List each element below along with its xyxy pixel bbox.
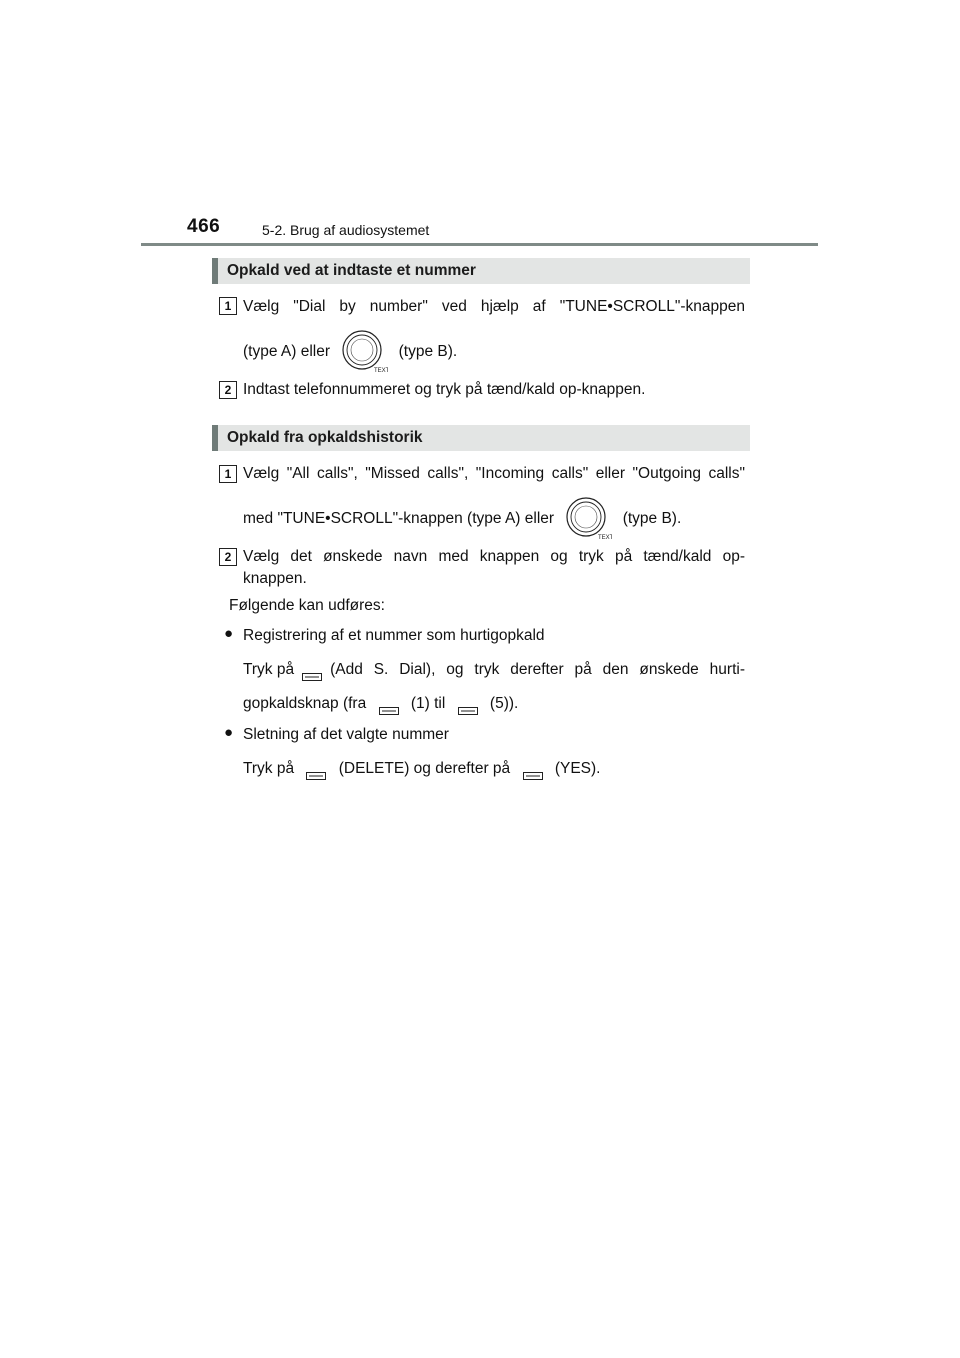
step-text-line: (type A) eller TEXT (type B). xyxy=(243,330,457,374)
chapter-title: 5-2. Brug af audiosystemet xyxy=(262,222,430,238)
section-heading: Opkald ved at indtaste et nummer xyxy=(212,258,750,284)
preset-button-icon xyxy=(302,666,322,674)
bullet-marker: ● xyxy=(224,625,234,642)
preset-button-icon xyxy=(458,700,478,708)
preset-button-icon xyxy=(306,765,326,773)
preset-button-icon xyxy=(379,700,399,708)
section-heading: Opkald fra opkaldshistorik xyxy=(212,425,750,451)
step-text: Vælg det ønskede navn med knappen og tryk på tænd/kald op- xyxy=(243,548,745,565)
step-text: Indtast telefonnummeret og tryk på tænd/kald op-knappen. xyxy=(243,381,646,398)
bullet-line: gopkaldsknap (fra (1) til (5)). xyxy=(243,693,518,715)
step-text: knappen. xyxy=(243,570,307,587)
step-text-line: med "TUNE•SCROLL"-knappen (type A) eller TEXT (type B). xyxy=(243,497,681,541)
intro-text: Følgende kan udføres: xyxy=(229,597,385,614)
step-number: 2 xyxy=(219,381,237,399)
bullet-title: Sletning af det valgte nummer xyxy=(243,726,449,743)
step-text: Vælg "Dial by number" ved hjælp af "TUNE•SCROLL"-knappen xyxy=(243,298,745,315)
bullet-title: Registrering af et nummer som hurtigopkald xyxy=(243,627,545,644)
step-text: Vælg "All calls", "Missed calls", "Incoming calls" eller "Outgoing calls" xyxy=(243,465,745,482)
step-number: 1 xyxy=(219,297,237,315)
preset-button-icon xyxy=(523,765,543,773)
svg-text:TEXT: TEXT xyxy=(374,368,389,374)
header-rule xyxy=(141,243,818,246)
tune-knob-icon xyxy=(564,497,612,541)
bullet-line: Tryk på (DELETE) og derefter på (YES). xyxy=(243,758,600,780)
step-number: 2 xyxy=(219,548,237,566)
tune-knob-icon xyxy=(340,330,388,374)
bullet-line: Tryk på (Add S. Dial), og tryk derefter på den ønskede hurti- xyxy=(243,659,745,681)
bullet-marker: ● xyxy=(224,724,234,741)
svg-text:TEXT: TEXT xyxy=(598,535,613,541)
step-number: 1 xyxy=(219,465,237,483)
page-number: 466 xyxy=(187,216,221,237)
